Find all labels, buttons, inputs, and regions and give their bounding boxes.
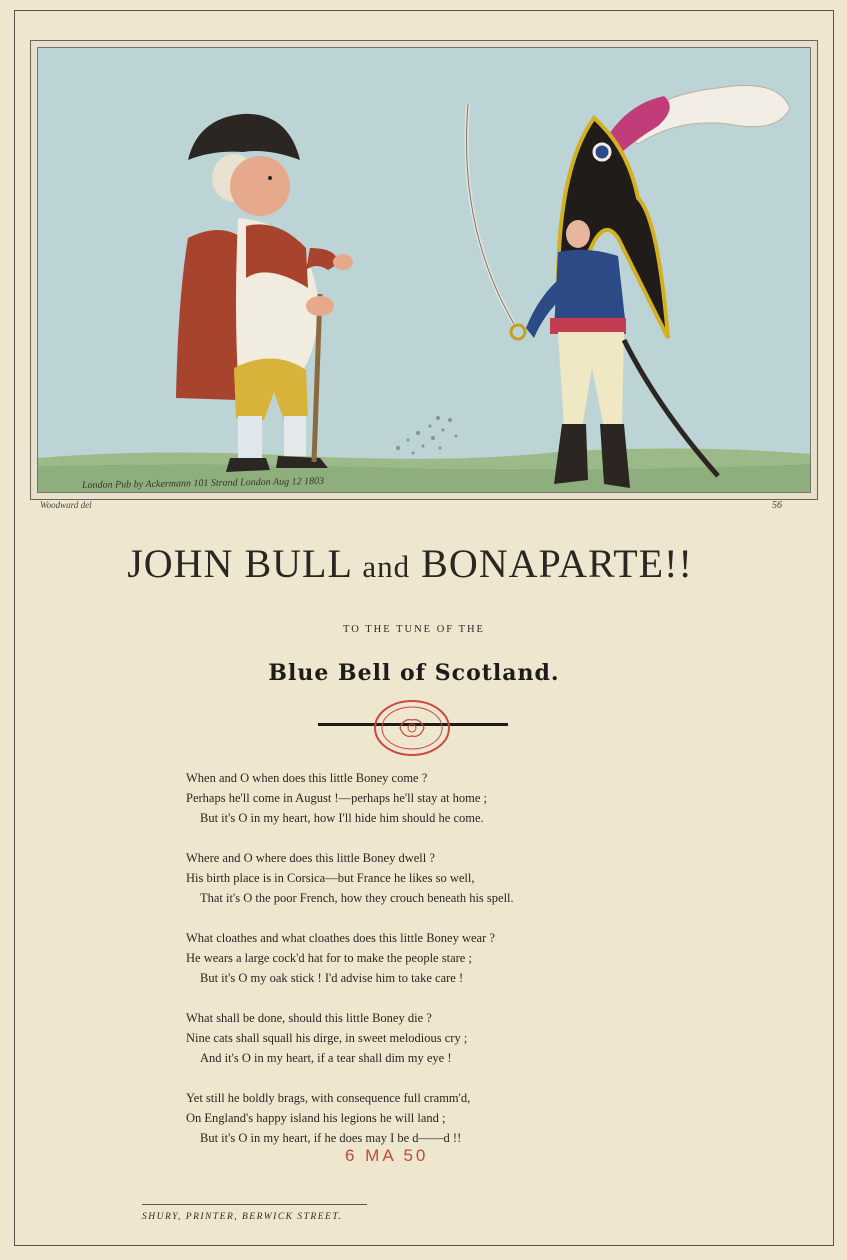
plate-number: 56 bbox=[772, 500, 782, 511]
verse-line: What cloathes and what cloathes does this little Boney wear ? bbox=[186, 931, 495, 945]
date-stamp: 6 MA 50 bbox=[345, 1146, 429, 1165]
stanza bbox=[186, 768, 786, 828]
verse-line: But it's O in my heart, if he does may I be d——d !! bbox=[200, 1131, 462, 1145]
title-part-2: and bbox=[362, 549, 411, 584]
verse-line: Yet still he boldly brags, with consequence full cramm'd, bbox=[186, 1091, 471, 1105]
verse-line: His birth place is in Corsica—but France he likes so well, bbox=[186, 871, 475, 885]
stanza bbox=[186, 928, 786, 988]
verse-line: Where and O where does this little Boney dwell ? bbox=[186, 851, 435, 865]
caricature-illustration bbox=[38, 48, 811, 493]
verse-line: Nine cats shall squall his dirge, in sweet melodious cry ; bbox=[186, 1031, 468, 1045]
tune-name: Blue Bell of Scotland. bbox=[268, 660, 560, 686]
verse-line: On England's happy island his legions he will land ; bbox=[186, 1111, 446, 1125]
verse-line: But it's O my oak stick ! I'd advise him to take care ! bbox=[200, 971, 464, 985]
tune-intro: TO THE TUNE OF THE bbox=[343, 624, 485, 635]
library-stamp-icon bbox=[372, 698, 452, 758]
printer-rule bbox=[142, 1204, 367, 1205]
verse-line: And it's O in my heart, if a tear shall dim my eye ! bbox=[200, 1051, 452, 1065]
publisher-imprint: London Pub by Ackermann 101 Strand London Aug 12 1803 bbox=[81, 475, 325, 492]
verse-line: When and O when does this little Boney come ? bbox=[186, 771, 428, 785]
printer-credit: SHURY, PRINTER, BERWICK STREET. bbox=[142, 1212, 343, 1222]
verse-line: Perhaps he'll come in August !—perhaps he'll stay at home ; bbox=[186, 791, 487, 805]
verse-line: He wears a large cock'd hat for to make the people stare ; bbox=[186, 951, 472, 965]
verse-line: What shall be done, should this little Boney die ? bbox=[186, 1011, 432, 1025]
title-part-1: JOHN BULL bbox=[127, 541, 352, 586]
verse-line: That it's O the poor French, how they crouch beneath his spell. bbox=[200, 891, 514, 905]
engraving-plate bbox=[30, 40, 818, 500]
artist-credit: Woodward del bbox=[40, 500, 92, 510]
song-verses bbox=[186, 768, 786, 1168]
broadside-title bbox=[0, 540, 820, 587]
stanza bbox=[186, 1088, 786, 1148]
engraving-image bbox=[37, 47, 811, 493]
verse-line: But it's O in my heart, how I'll hide him should he come. bbox=[200, 811, 484, 825]
title-part-3: BONAPARTE!! bbox=[421, 541, 693, 586]
stanza bbox=[186, 1008, 786, 1068]
stanza bbox=[186, 848, 786, 908]
